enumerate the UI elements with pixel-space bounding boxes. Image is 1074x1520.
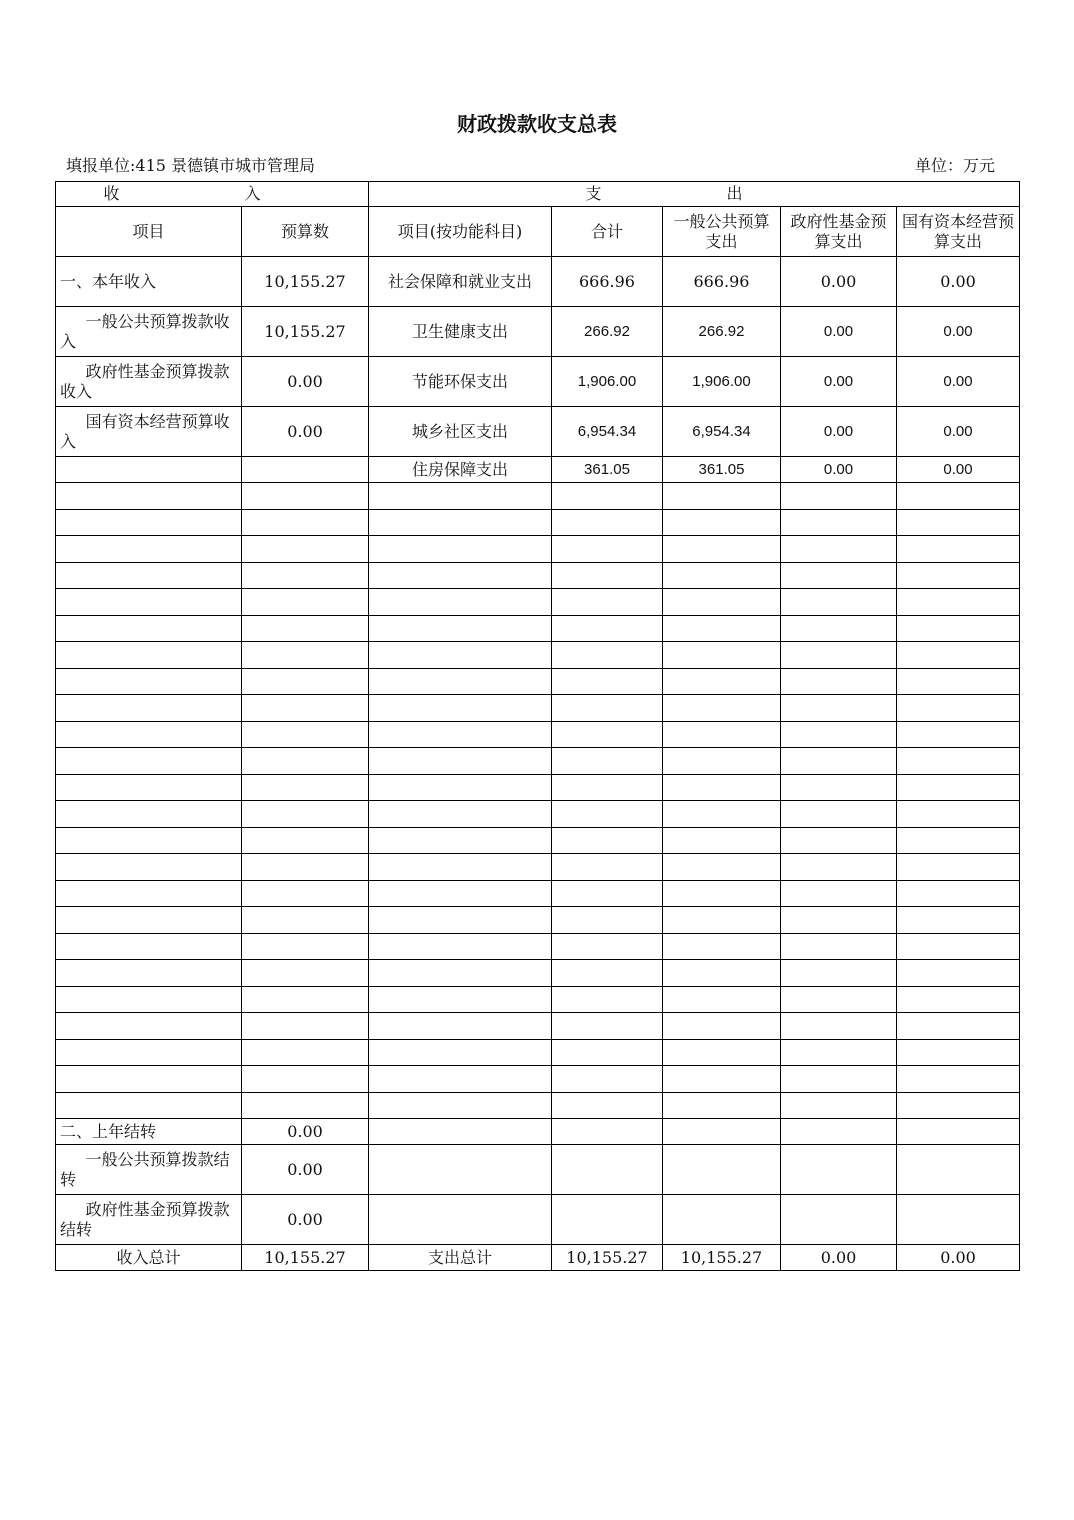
row-fund: 0.00 bbox=[781, 407, 897, 457]
income-total-value: 10,155.27 bbox=[242, 1245, 369, 1271]
empty-row bbox=[56, 1066, 1020, 1093]
row-general: 666.96 bbox=[663, 257, 781, 307]
empty-row bbox=[56, 1092, 1020, 1119]
empty-row bbox=[56, 483, 1020, 510]
carryover-row bbox=[56, 1195, 1020, 1245]
carryover-item: 政府性基金预算拨款结转 bbox=[56, 1195, 242, 1245]
row-fund: 0.00 bbox=[781, 457, 897, 483]
table-row bbox=[56, 407, 1020, 457]
expense-total-capital: 0.00 bbox=[897, 1245, 1020, 1271]
document-title: 财政拨款收支总表 bbox=[457, 112, 617, 136]
row-budget: 10,155.27 bbox=[242, 257, 369, 307]
col-header-capital: 国有资本经营预算支出 bbox=[897, 207, 1020, 257]
budget-table bbox=[55, 181, 1020, 1271]
row-fund: 0.00 bbox=[781, 357, 897, 407]
row-general: 1,906.00 bbox=[663, 357, 781, 407]
row-function: 城乡社区支出 bbox=[369, 407, 552, 457]
row-function: 社会保障和就业支出 bbox=[369, 257, 552, 307]
row-item: 一、本年收入 bbox=[56, 257, 242, 307]
expense-total: 10,155.27 bbox=[552, 1245, 663, 1271]
row-function: 住房保障支出 bbox=[369, 457, 552, 483]
row-total: 666.96 bbox=[552, 257, 663, 307]
expense-total-fund: 0.00 bbox=[781, 1245, 897, 1271]
row-item: 一般公共预算拨款收入 bbox=[56, 307, 242, 357]
expense-section-header: 支 出 bbox=[369, 182, 1020, 207]
carryover-budget: 0.00 bbox=[242, 1119, 369, 1145]
row-budget: 0.00 bbox=[242, 357, 369, 407]
table-row bbox=[56, 307, 1020, 357]
empty-row bbox=[56, 1039, 1020, 1066]
empty-row bbox=[56, 589, 1020, 616]
reporting-unit: 填报单位:415 景德镇市城市管理局 bbox=[66, 156, 316, 175]
row-budget: 0.00 bbox=[242, 407, 369, 457]
section-header-row bbox=[56, 182, 1020, 207]
table-row bbox=[56, 357, 1020, 407]
row-capital: 0.00 bbox=[897, 407, 1020, 457]
row-budget bbox=[242, 457, 369, 483]
empty-row bbox=[56, 721, 1020, 748]
row-general: 6,954.34 bbox=[663, 407, 781, 457]
carryover-budget: 0.00 bbox=[242, 1145, 369, 1195]
row-item: 国有资本经营预算收入 bbox=[56, 407, 242, 457]
row-item: 政府性基金预算拨款收入 bbox=[56, 357, 242, 407]
empty-row bbox=[56, 774, 1020, 801]
expense-total-label: 支出总计 bbox=[369, 1245, 552, 1271]
empty-row bbox=[56, 695, 1020, 722]
income-section-header: 收 入 bbox=[56, 182, 369, 207]
row-general: 266.92 bbox=[663, 307, 781, 357]
row-total: 361.05 bbox=[552, 457, 663, 483]
empty-row bbox=[56, 880, 1020, 907]
table-row bbox=[56, 457, 1020, 483]
row-fund: 0.00 bbox=[781, 257, 897, 307]
row-total: 266.92 bbox=[552, 307, 663, 357]
carryover-item: 二、上年结转 bbox=[56, 1119, 242, 1145]
empty-row bbox=[56, 748, 1020, 775]
row-capital: 0.00 bbox=[897, 357, 1020, 407]
empty-row bbox=[56, 907, 1020, 934]
empty-row bbox=[56, 1013, 1020, 1040]
carryover-row bbox=[56, 1119, 1020, 1145]
row-capital: 0.00 bbox=[897, 257, 1020, 307]
col-header-function: 项目(按功能科目) bbox=[369, 207, 552, 257]
empty-row bbox=[56, 642, 1020, 669]
row-total: 1,906.00 bbox=[552, 357, 663, 407]
empty-row bbox=[56, 536, 1020, 563]
empty-row bbox=[56, 615, 1020, 642]
col-header-total: 合计 bbox=[552, 207, 663, 257]
row-budget: 10,155.27 bbox=[242, 307, 369, 357]
empty-row bbox=[56, 986, 1020, 1013]
totals-row bbox=[56, 1245, 1020, 1271]
row-general: 361.05 bbox=[663, 457, 781, 483]
empty-row bbox=[56, 960, 1020, 987]
row-item bbox=[56, 457, 242, 483]
col-header-general: 一般公共预算支出 bbox=[663, 207, 781, 257]
empty-row bbox=[56, 827, 1020, 854]
empty-row bbox=[56, 854, 1020, 881]
table-row bbox=[56, 257, 1020, 307]
carryover-item: 一般公共预算拨款结转 bbox=[56, 1145, 242, 1195]
currency-unit: 单位：万元 bbox=[915, 156, 996, 175]
empty-row bbox=[56, 562, 1020, 589]
empty-row bbox=[56, 668, 1020, 695]
empty-row bbox=[56, 933, 1020, 960]
empty-row bbox=[56, 801, 1020, 828]
column-header-row bbox=[56, 207, 1020, 257]
col-header-fund: 政府性基金预算支出 bbox=[781, 207, 897, 257]
carryover-row bbox=[56, 1145, 1020, 1195]
row-total: 6,954.34 bbox=[552, 407, 663, 457]
col-header-budget: 预算数 bbox=[242, 207, 369, 257]
row-capital: 0.00 bbox=[897, 307, 1020, 357]
row-fund: 0.00 bbox=[781, 307, 897, 357]
row-capital: 0.00 bbox=[897, 457, 1020, 483]
row-function: 卫生健康支出 bbox=[369, 307, 552, 357]
col-header-item: 项目 bbox=[56, 207, 242, 257]
empty-row bbox=[56, 509, 1020, 536]
expense-total-general: 10,155.27 bbox=[663, 1245, 781, 1271]
carryover-budget: 0.00 bbox=[242, 1195, 369, 1245]
income-total-label: 收入总计 bbox=[56, 1245, 242, 1271]
row-function: 节能环保支出 bbox=[369, 357, 552, 407]
